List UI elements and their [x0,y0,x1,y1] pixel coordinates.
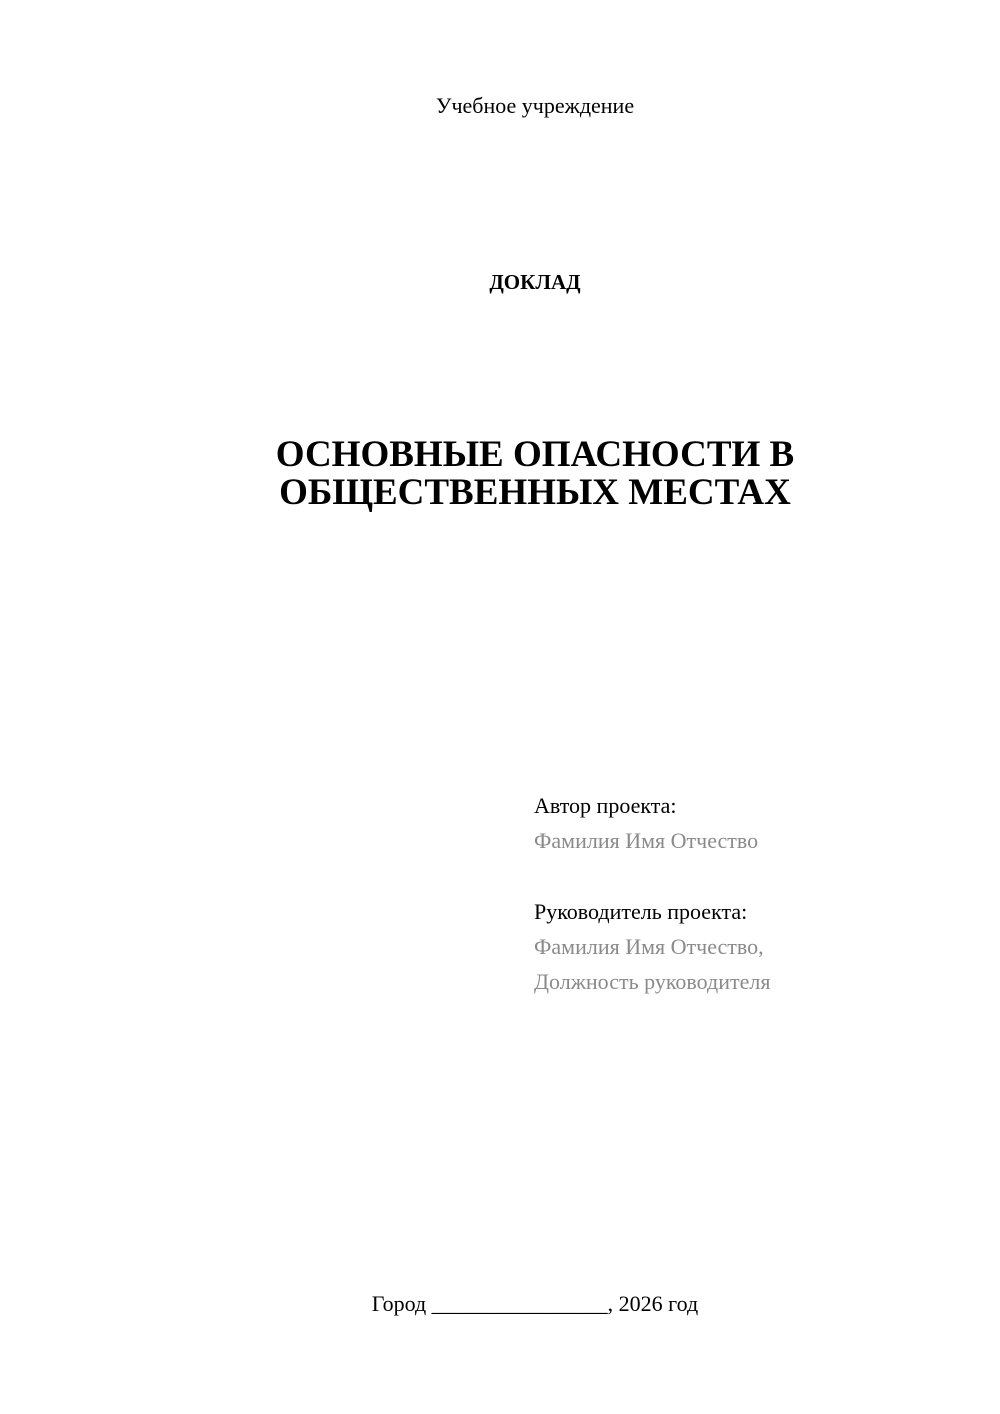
document-title [0,436,1000,512]
credits-spacer [534,858,770,894]
document-title-line-2: ОБЩЕСТВЕННЫХ МЕСТАХ [279,472,791,513]
credits-block [534,788,770,999]
supervisor-position: Должность руководителя [534,969,771,994]
document-type: ДОКЛАД [489,270,581,294]
institution-name: Учебное учреждение [435,93,635,118]
supervisor-name: Фамилия Имя Отчество, [534,934,764,959]
document-title-line-1: ОСНОВНЫЕ ОПАСНОСТИ В [275,434,795,475]
author-label: Автор проекта: [534,793,677,818]
city-year-line: Город ________________, 2026 год [371,1291,699,1316]
supervisor-label: Руководитель проекта: [534,899,748,924]
author-name: Фамилия Имя Отчество [534,828,759,853]
